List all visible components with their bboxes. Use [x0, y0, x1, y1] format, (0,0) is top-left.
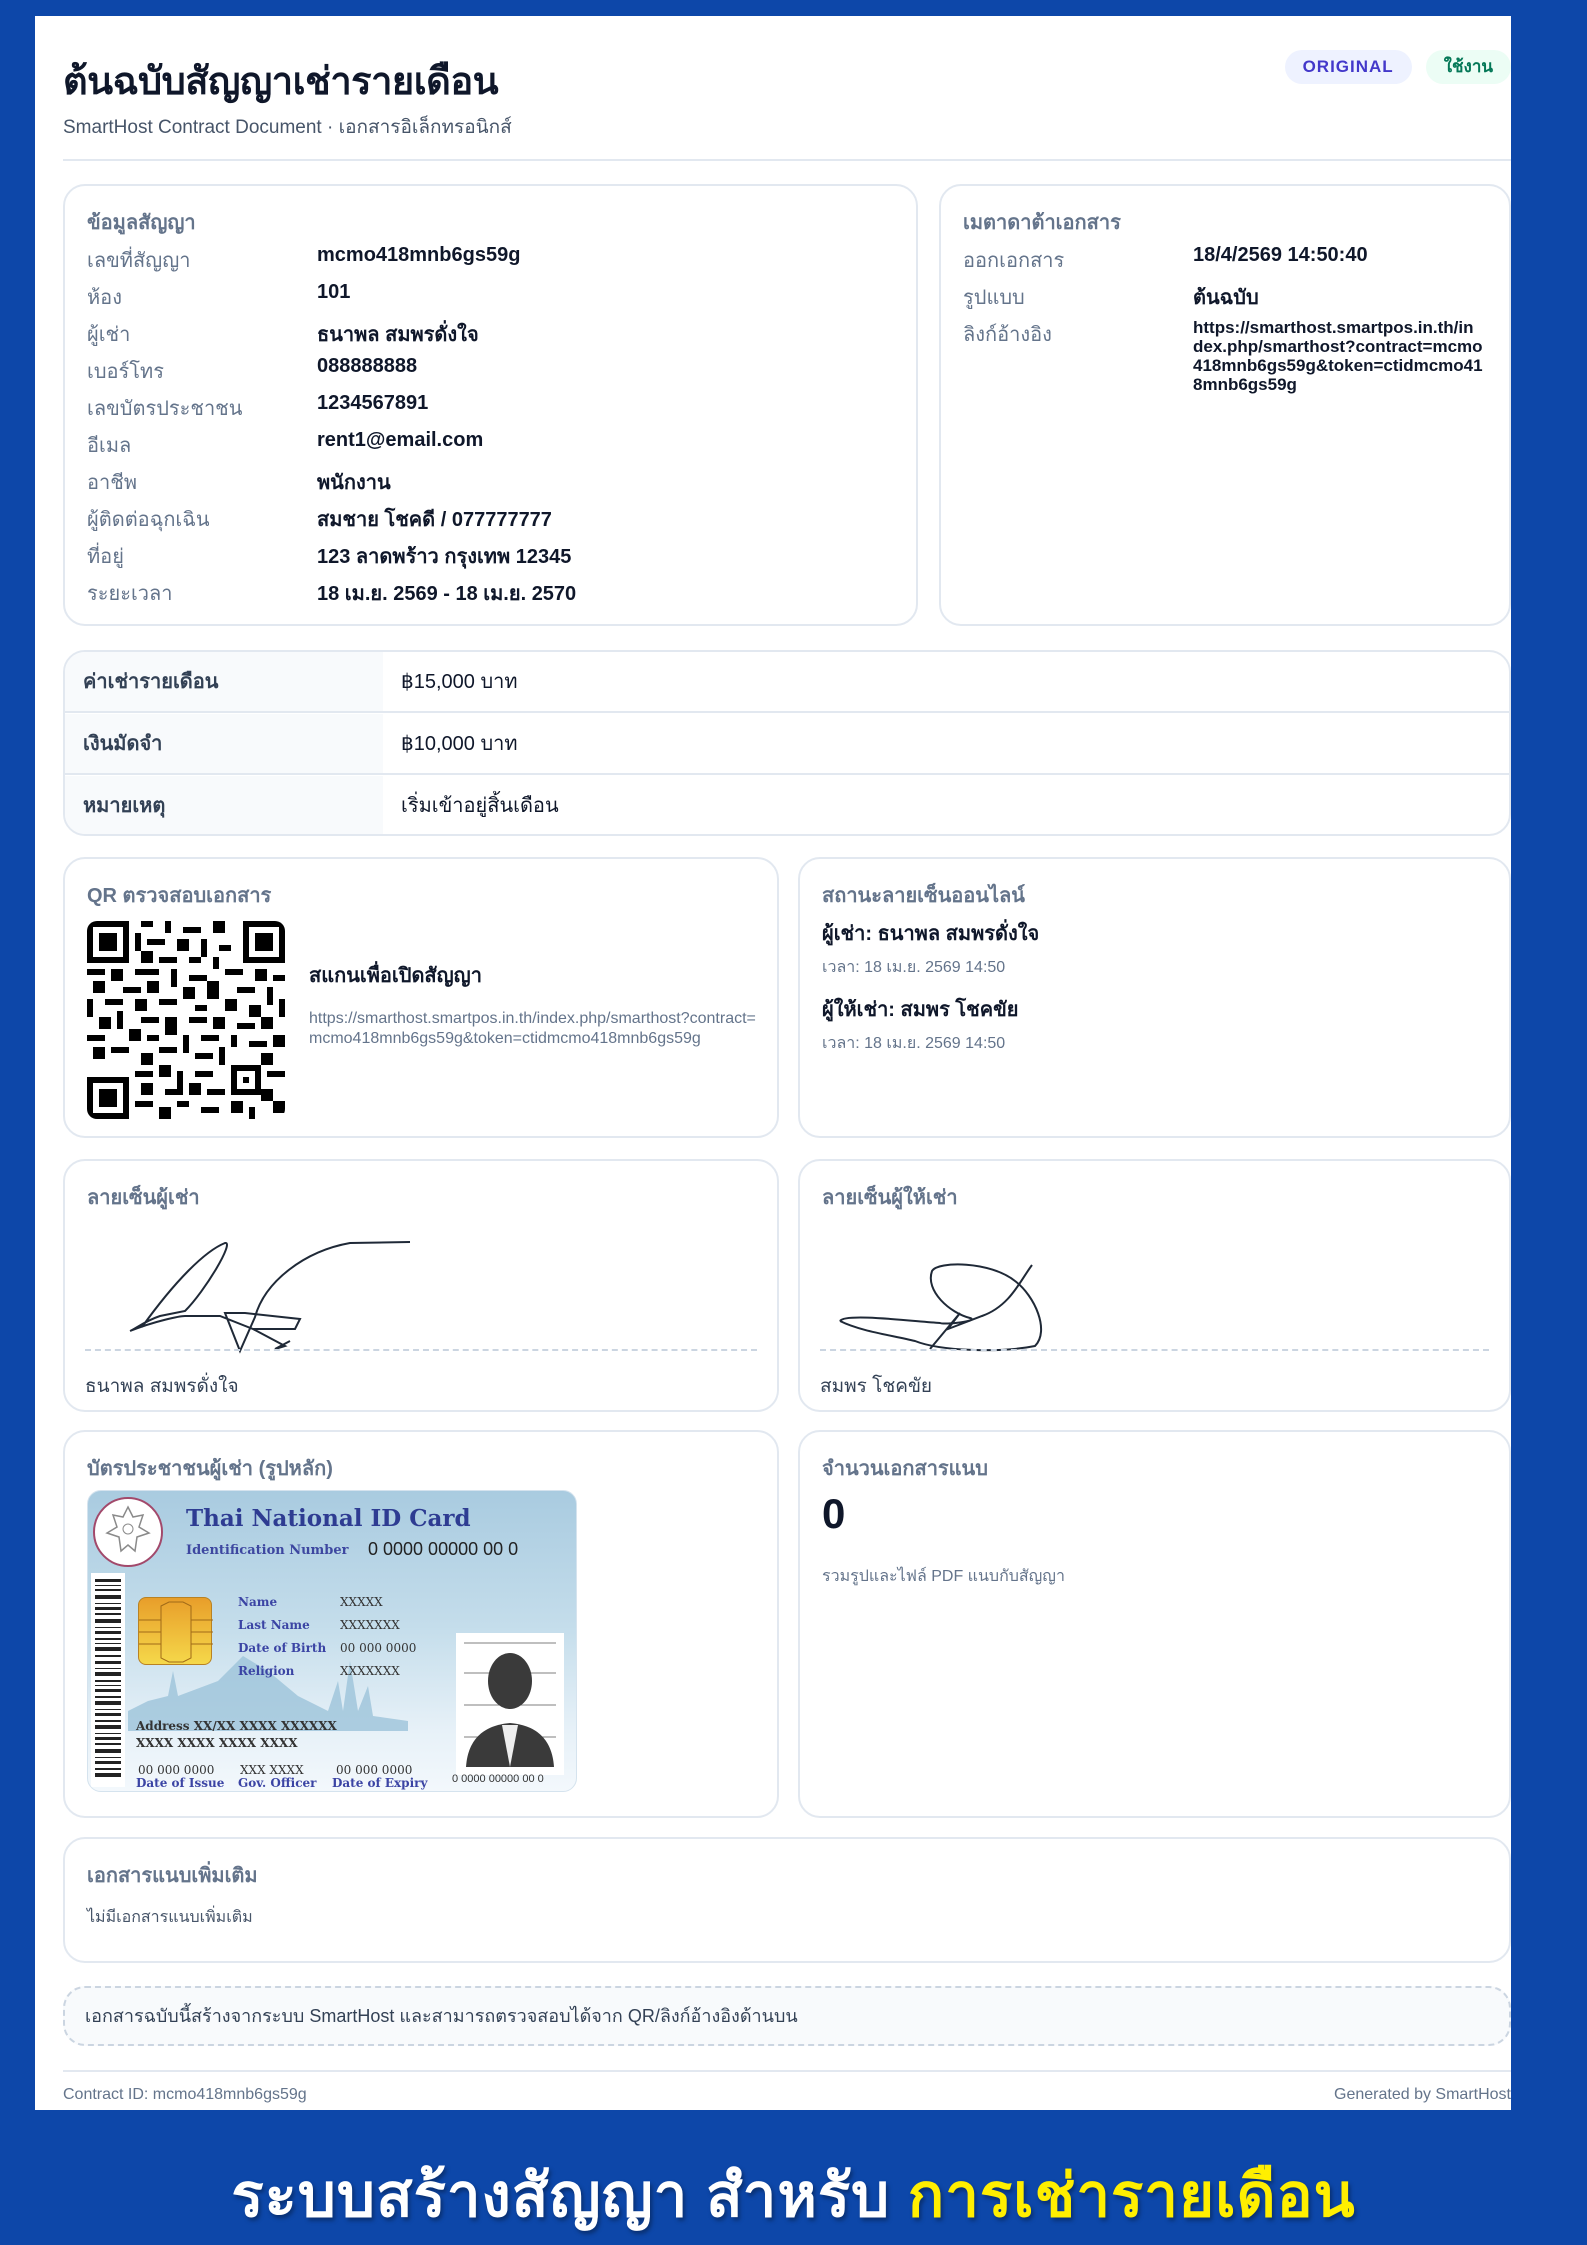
officer-value: XXX XXXX [240, 1763, 304, 1777]
landlord-sign-time: เวลา: 18 เม.ย. 2569 14:50 [822, 1035, 1006, 1052]
row-label: หมายเหตุ [65, 776, 383, 836]
row-label: ลิงก์อ้างอิง [963, 324, 1052, 346]
expiry-label: Date of Expiry [332, 1776, 428, 1790]
row-value: 1234567891 [317, 392, 429, 414]
row-label: เลขบัตรประชาชน [87, 398, 243, 420]
signature-line [85, 1349, 757, 1351]
row-label: ห้อง [87, 287, 122, 309]
qr-heading: สแกนเพื่อเปิดสัญญา [309, 965, 482, 987]
landlord-signer-name: สมพร โชคขัย [820, 1376, 933, 1397]
id-number: 0 0000 00000 00 0 [368, 1539, 519, 1559]
page-title: ต้นฉบับสัญญาเช่ารายเดือน [63, 61, 499, 103]
landlord-sign-status: ผู้ให้เช่า: สมพร โชคขัย [822, 999, 1019, 1021]
header-divider [63, 159, 1511, 161]
row-value: 123 ลาดพร้าว กรุงเทพ 12345 [317, 546, 572, 568]
row-value: 101 [317, 281, 351, 303]
qr-url-link[interactable]: https://smarthost.smartpos.in.th/index.php/smarthost?contract=mcmo418mnb6gs59g&token=ctidmcmo418mnb6gs59g [309, 1010, 756, 1047]
extra-documents-card [63, 1837, 1511, 1963]
card-title: QR ตรวจสอบเอกสาร [87, 885, 272, 907]
garuda-seal-icon [93, 1497, 163, 1567]
document-header [63, 16, 1511, 161]
table-row [65, 652, 1509, 713]
banner-main-text: ระบบสร้างสัญญา สำหรับ [231, 2162, 908, 2229]
person-silhouette-icon [456, 1633, 564, 1775]
row-value: mcmo418mnb6gs59g [317, 244, 521, 266]
expiry-date: 00 000 0000 [336, 1763, 413, 1777]
signature-line [820, 1349, 1489, 1351]
row-label: ค่าเช่ารายเดือน [65, 652, 383, 711]
attachment-count: 0 [822, 1490, 846, 1537]
id-card-image[interactable] [87, 1490, 577, 1792]
row-label: ผู้ติดต่อฉุกเฉิน [87, 509, 210, 531]
row-value: ธนาพล สมพรดั่งใจ [317, 324, 479, 346]
row-label: รูปแบบ [963, 287, 1025, 309]
issue-label: Date of Issue [136, 1776, 225, 1790]
contract-document [35, 16, 1511, 2110]
row-value: 18/4/2569 14:50:40 [1193, 244, 1368, 266]
officer-label: Gov. Officer [238, 1776, 317, 1790]
row-value: สมชาย โชคดี / 077777777 [317, 509, 552, 531]
card-title: บัตรประชาชนผู้เช่า (รูปหลัก) [87, 1458, 333, 1480]
id-card-section [63, 1430, 779, 1818]
banner-highlight-text: การเช่ารายเดือน [907, 2162, 1356, 2229]
table-row [65, 714, 1509, 775]
signature-status-card [798, 857, 1511, 1138]
field-label: Date of Birth [238, 1641, 327, 1655]
contract-info-card [63, 184, 918, 626]
row-value: ฿15,000 บาท [401, 671, 518, 693]
card-title: ลายเซ็นผู้ให้เช่า [822, 1187, 958, 1209]
address-line: XXXX XXXX XXXX XXXX [136, 1736, 298, 1750]
address-line: Address XX/XX XXXX XXXXXX [136, 1719, 337, 1733]
row-label: ผู้เช่า [87, 324, 131, 346]
tenant-signer-name: ธนาพล สมพรดั่งใจ [85, 1376, 239, 1397]
table-row [65, 776, 1509, 836]
field-value: XXXXX [340, 1595, 383, 1609]
id-card-title: Thai National ID Card [186, 1505, 471, 1532]
field-label: Religion [238, 1664, 295, 1678]
row-value: 18 เม.ย. 2569 - 18 เม.ย. 2570 [317, 583, 577, 605]
status-badge: ใช้งาน [1426, 50, 1511, 84]
footer-contract-id: Contract ID: mcmo418mnb6gs59g [63, 2086, 307, 2103]
footer-divider [63, 2070, 1511, 2072]
attachment-count-card [798, 1430, 1511, 1818]
empty-state-text: ไม่มีเอกสารแนบเพิ่มเติม [87, 1909, 253, 1926]
landlord-signature-card [798, 1159, 1511, 1412]
tenant-sign-time: เวลา: 18 เม.ย. 2569 14:50 [822, 959, 1006, 976]
field-value: XXXXXXX [340, 1618, 400, 1632]
payment-table [63, 650, 1511, 836]
row-value: เริ่มเข้าอยู่สิ้นเดือน [401, 795, 559, 817]
tenant-sign-status: ผู้เช่า: ธนาพล สมพรดั่งใจ [822, 923, 1040, 945]
row-label: เบอร์โทร [87, 361, 164, 383]
barcode-icon [91, 1573, 125, 1787]
row-label: ออกเอกสาร [963, 250, 1065, 272]
tenant-signature-card [63, 1159, 779, 1412]
row-value: ฿10,000 บาท [401, 733, 518, 755]
row-label: อาชีพ [87, 472, 137, 494]
landlord-signature-image [820, 1221, 1480, 1361]
card-title: เอกสารแนบเพิ่มเติม [87, 1865, 258, 1887]
metadata-card [939, 184, 1511, 626]
card-title: สถานะลายเซ็นออนไลน์ [822, 885, 1025, 907]
footer-generated-by: Generated by SmartHost [1334, 2086, 1511, 2103]
row-label: ระยะเวลา [87, 583, 173, 605]
card-title: จำนวนเอกสารแนบ [822, 1458, 988, 1480]
row-value: rent1@email.com [317, 429, 484, 451]
field-label: Last Name [238, 1618, 310, 1632]
page-subtitle: SmartHost Contract Document · เอกสารอิเล็กทรอนิกส์ [63, 117, 512, 138]
original-badge: ORIGINAL [1285, 50, 1412, 84]
photo-id-number: 0 0000 00000 00 0 [452, 1773, 544, 1785]
qr-code-icon[interactable] [87, 921, 285, 1119]
field-label: Name [238, 1595, 278, 1609]
field-value: 00 000 0000 [340, 1641, 417, 1655]
row-value: ต้นฉบับ [1193, 287, 1259, 309]
card-title: ลายเซ็นผู้เช่า [87, 1187, 200, 1209]
row-label: ที่อยู่ [87, 546, 124, 568]
banner-text [231, 2148, 1355, 2243]
badge-group [1285, 50, 1511, 84]
id-number-label: Identification Number [186, 1543, 349, 1558]
card-title: ข้อมูลสัญญา [87, 212, 196, 234]
row-label: เงินมัดจำ [65, 714, 383, 773]
card-title: เมตาดาต้าเอกสาร [963, 212, 1121, 234]
attachment-note: รวมรูปและไฟล์ PDF แนบกับสัญญา [822, 1568, 1065, 1585]
row-label: เลขที่สัญญา [87, 250, 191, 272]
row-value: 088888888 [317, 355, 418, 377]
tenant-signature-image [85, 1221, 745, 1361]
row-label: อีเมล [87, 435, 132, 457]
verification-notice: เอกสารฉบับนี้สร้างจากระบบ SmartHost และสามารถตรวจสอบได้จาก QR/ลิงก์อ้างอิงด้านบน [63, 1986, 1511, 2046]
field-value: XXXXXXX [340, 1664, 400, 1678]
row-value: พนักงาน [317, 472, 391, 494]
issue-date: 00 000 0000 [138, 1763, 215, 1777]
reference-link[interactable]: https://smarthost.smartpos.in.th/index.php/smarthost?contract=mcmo418mnb6gs59g&token=ctidmcmo418mnb6gs59g [1193, 318, 1483, 394]
promo-banner [0, 2110, 1587, 2245]
qr-card [63, 857, 779, 1138]
